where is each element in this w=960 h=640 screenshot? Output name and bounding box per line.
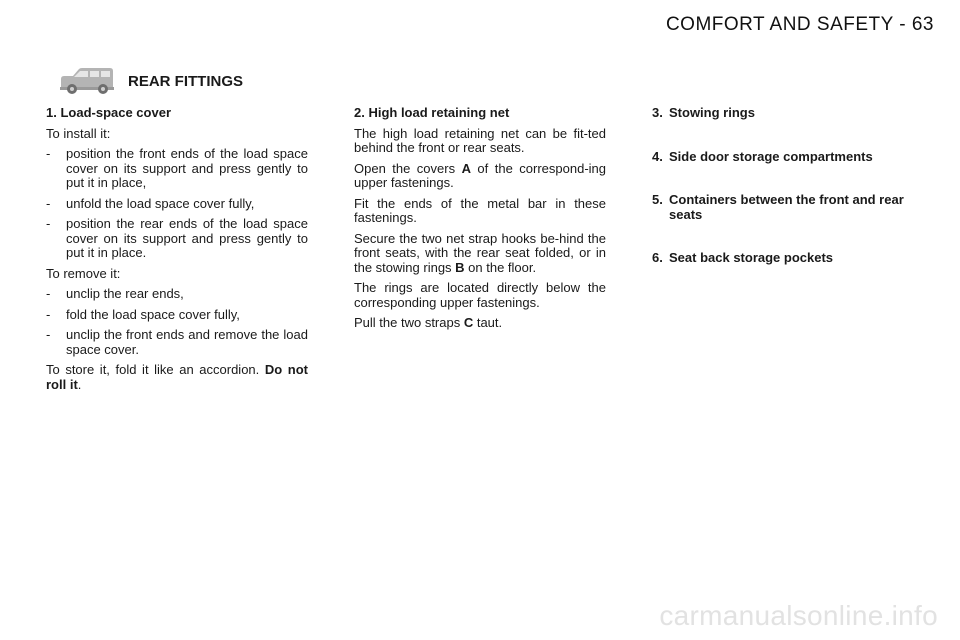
list-item: 3. Stowing rings	[652, 105, 755, 120]
list-item: 5. Containers between the front and rear seats	[652, 192, 904, 222]
paragraph: The high load retaining net can be fit-ted behind the front or rear seats.	[354, 125, 606, 155]
list-item: - unclip the front ends and remove the load space cover.	[46, 327, 308, 357]
paragraph: Secure the two net strap hooks be-hind the front seats, with the rear seat folded, or in the stowing rings B on the floor.	[354, 230, 606, 275]
list-item: - position the front ends of the load space cover on its support and press gently to put it in place,	[46, 146, 308, 190]
watermark: carmanualsonline.info	[659, 600, 938, 631]
list-item: 4. Side door storage compartments	[652, 148, 873, 164]
van-icon	[58, 66, 116, 96]
list-item: - fold the load space cover fully,	[46, 306, 240, 322]
list-item: - unfold the load space cover fully,	[46, 195, 255, 211]
heading-load-space-cover: 1. Load-space cover	[46, 105, 171, 120]
paragraph: The rings are located directly below the corresponding upper fastenings.	[354, 280, 606, 310]
section-heading	[58, 66, 243, 96]
heading-retaining-net: 2. High load retaining net	[354, 105, 510, 120]
column-storage-list	[652, 106, 914, 295]
list-item: - position the rear ends of the load space cover on its support and press gently to put it in place.	[46, 216, 308, 260]
paragraph: Fit the ends of the metal bar in these fastenings.	[354, 195, 606, 225]
remove-label: To remove it:	[46, 265, 121, 281]
column-load-space-cover	[46, 106, 308, 398]
section-title: REAR FITTINGS	[128, 72, 243, 90]
paragraph: Pull the two straps C taut.	[354, 315, 503, 330]
install-label: To install it:	[46, 125, 111, 141]
page-header-title: COMFORT AND SAFETY - 63	[665, 14, 934, 35]
list-item: 6. Seat back storage pockets	[652, 250, 834, 265]
store-instructions: To store it, fold it like an accordion. Do not roll it.	[46, 362, 308, 392]
paragraph: Open the covers A of the correspond-ing upper fastenings.	[354, 160, 607, 190]
column-retaining-net	[354, 106, 606, 337]
list-item: - unclip the rear ends,	[46, 286, 184, 301]
